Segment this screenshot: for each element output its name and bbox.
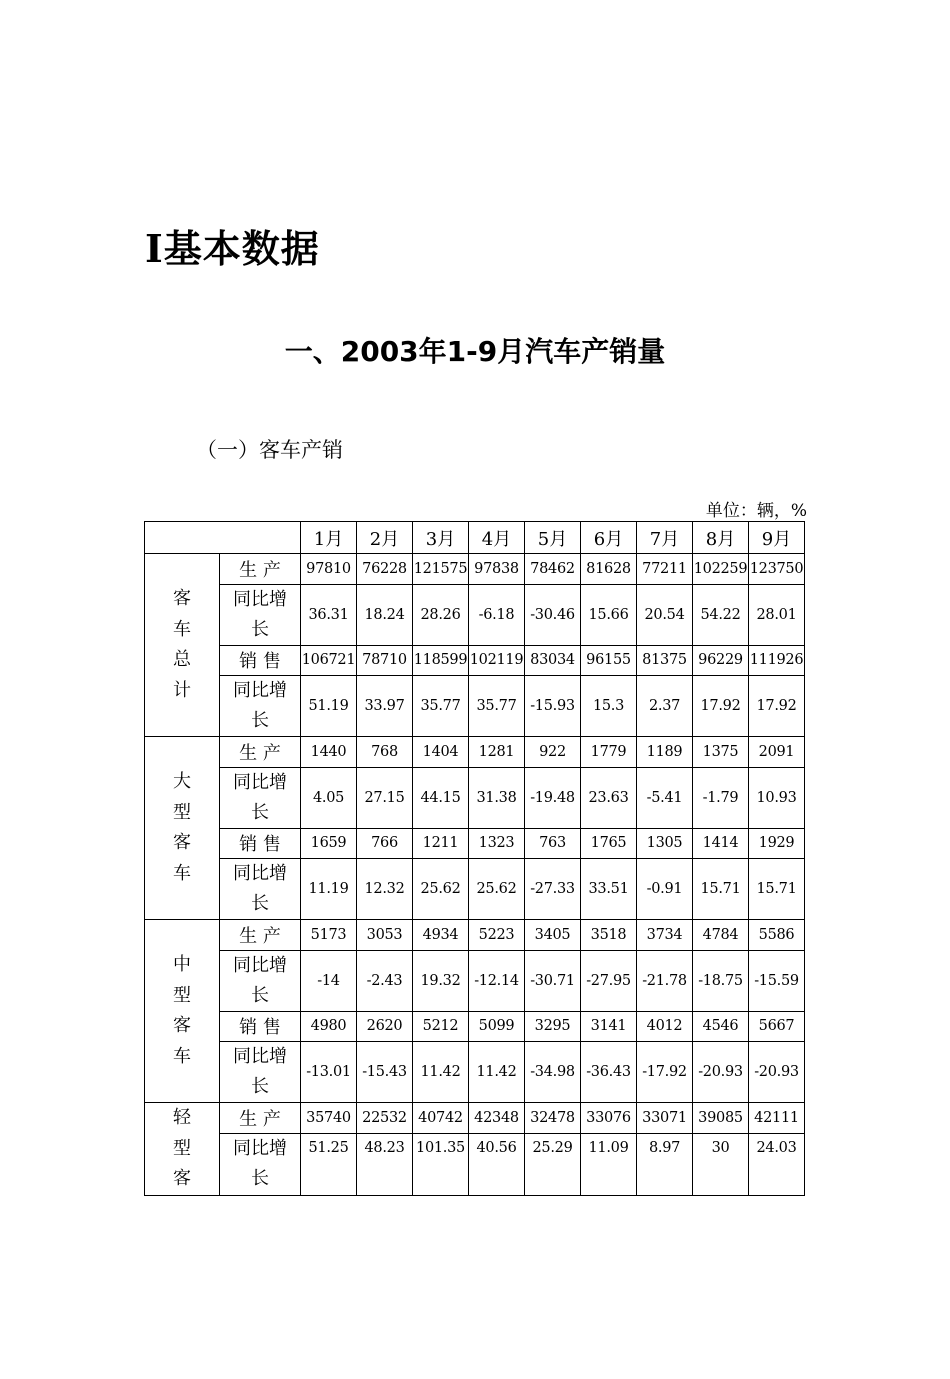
value-cell: 18.24 [357, 584, 413, 645]
value-cell: 3141 [581, 1011, 637, 1042]
metric-label: 销 售 [220, 828, 301, 859]
value-cell: 24.03 [749, 1133, 805, 1195]
value-cell: 19.32 [413, 950, 469, 1011]
value-cell: 78710 [357, 645, 413, 676]
value-cell: 51.25 [301, 1133, 357, 1195]
value-cell: 3053 [357, 920, 413, 951]
value-cell: 15.71 [749, 859, 805, 920]
value-cell: 5667 [749, 1011, 805, 1042]
value-cell: -27.95 [581, 950, 637, 1011]
value-cell: -20.93 [693, 1042, 749, 1103]
value-cell: 20.54 [637, 584, 693, 645]
value-cell: 3518 [581, 920, 637, 951]
value-cell: 1779 [581, 737, 637, 768]
value-cell: 3405 [525, 920, 581, 951]
value-cell: 40742 [413, 1103, 469, 1134]
value-cell: 51.19 [301, 676, 357, 737]
metric-label: 同比增长 [220, 859, 301, 920]
value-cell: 97838 [469, 554, 525, 585]
value-cell: 922 [525, 737, 581, 768]
value-cell: 768 [357, 737, 413, 768]
group-label-cell [145, 737, 220, 920]
value-cell: 1404 [413, 737, 469, 768]
subsection-heading: （一）客车产销 [196, 438, 343, 462]
value-cell: 12.32 [357, 859, 413, 920]
value-cell: 11.09 [581, 1133, 637, 1195]
value-cell: -27.33 [525, 859, 581, 920]
value-cell: 763 [525, 828, 581, 859]
value-cell: 1929 [749, 828, 805, 859]
value-cell: -14 [301, 950, 357, 1011]
value-cell: 4546 [693, 1011, 749, 1042]
metric-label: 生 产 [220, 737, 301, 768]
value-cell: 77211 [637, 554, 693, 585]
value-cell: 11.42 [413, 1042, 469, 1103]
value-cell: 40.56 [469, 1133, 525, 1195]
value-cell: 4934 [413, 920, 469, 951]
value-cell: 28.01 [749, 584, 805, 645]
value-cell: 35.77 [469, 676, 525, 737]
value-cell: 36.31 [301, 584, 357, 645]
table-body [145, 522, 805, 1196]
value-cell: 96229 [693, 645, 749, 676]
value-cell: 1375 [693, 737, 749, 768]
table-row [145, 645, 805, 676]
metric-label: 生 产 [220, 554, 301, 585]
value-cell: 27.15 [357, 767, 413, 828]
value-cell: 76228 [357, 554, 413, 585]
metric-label: 同比增长 [220, 1133, 301, 1195]
value-cell: 32478 [525, 1103, 581, 1134]
value-cell: 44.15 [413, 767, 469, 828]
metric-label: 销 售 [220, 645, 301, 676]
value-cell: 31.38 [469, 767, 525, 828]
value-cell: 35.77 [413, 676, 469, 737]
table-row [145, 1042, 805, 1103]
value-cell: 54.22 [693, 584, 749, 645]
table-row [145, 920, 805, 951]
value-cell: 3295 [525, 1011, 581, 1042]
group-label-cell [145, 1103, 220, 1196]
value-cell: 48.23 [357, 1133, 413, 1195]
value-cell: 5099 [469, 1011, 525, 1042]
table-row [145, 676, 805, 737]
month-header: 1月 [301, 522, 357, 554]
bus-production-sales-table [144, 521, 805, 1196]
value-cell: -2.43 [357, 950, 413, 1011]
value-cell: 15.66 [581, 584, 637, 645]
metric-label: 同比增长 [220, 1042, 301, 1103]
value-cell: 2620 [357, 1011, 413, 1042]
value-cell: 766 [357, 828, 413, 859]
metric-label: 生 产 [220, 1103, 301, 1134]
value-cell: -6.18 [469, 584, 525, 645]
value-cell: 4784 [693, 920, 749, 951]
metric-label: 同比增长 [220, 767, 301, 828]
value-cell: 1440 [301, 737, 357, 768]
value-cell: -0.91 [637, 859, 693, 920]
value-cell: 4980 [301, 1011, 357, 1042]
value-cell: 35740 [301, 1103, 357, 1134]
metric-label: 生 产 [220, 920, 301, 951]
group-label: 中型客车 [173, 954, 191, 1067]
value-cell: -19.48 [525, 767, 581, 828]
value-cell: 1323 [469, 828, 525, 859]
value-cell: -15.43 [357, 1042, 413, 1103]
value-cell: 39085 [693, 1103, 749, 1134]
value-cell: 2091 [749, 737, 805, 768]
value-cell: 25.62 [469, 859, 525, 920]
value-cell: 111926 [749, 645, 805, 676]
value-cell: 1211 [413, 828, 469, 859]
value-cell: -13.01 [301, 1042, 357, 1103]
value-cell: 23.63 [581, 767, 637, 828]
value-cell: -30.46 [525, 584, 581, 645]
table-row [145, 767, 805, 828]
document-subtitle: 一、2003年1-9月汽车产销量 [284, 335, 666, 368]
value-cell: 17.92 [693, 676, 749, 737]
value-cell: 83034 [525, 645, 581, 676]
value-cell: 5586 [749, 920, 805, 951]
table-header-row [145, 522, 805, 554]
value-cell: 30 [693, 1133, 749, 1195]
month-header: 8月 [693, 522, 749, 554]
section-title: Ⅰ基本数据 [145, 226, 320, 271]
month-header: 9月 [749, 522, 805, 554]
value-cell: 81375 [637, 645, 693, 676]
value-cell: 81628 [581, 554, 637, 585]
value-cell: -21.78 [637, 950, 693, 1011]
value-cell: -12.14 [469, 950, 525, 1011]
metric-label: 同比增长 [220, 950, 301, 1011]
value-cell: 33.97 [357, 676, 413, 737]
unit-note: 单位：辆，% [705, 501, 807, 521]
group-label: 轻型客 [173, 1107, 191, 1189]
value-cell: 42348 [469, 1103, 525, 1134]
value-cell: -36.43 [581, 1042, 637, 1103]
value-cell: 102259 [693, 554, 749, 585]
value-cell: 121575 [413, 554, 469, 585]
value-cell: 8.97 [637, 1133, 693, 1195]
value-cell: 2.37 [637, 676, 693, 737]
value-cell: 15.71 [693, 859, 749, 920]
value-cell: -1.79 [693, 767, 749, 828]
value-cell: 123750 [749, 554, 805, 585]
month-header: 3月 [413, 522, 469, 554]
value-cell: 11.19 [301, 859, 357, 920]
value-cell: 4012 [637, 1011, 693, 1042]
value-cell: 5212 [413, 1011, 469, 1042]
value-cell: 25.29 [525, 1133, 581, 1195]
month-header: 4月 [469, 522, 525, 554]
value-cell: 118599 [413, 645, 469, 676]
table-row [145, 1103, 805, 1134]
value-cell: -15.93 [525, 676, 581, 737]
value-cell: 33.51 [581, 859, 637, 920]
value-cell: 11.42 [469, 1042, 525, 1103]
table-row [145, 584, 805, 645]
value-cell: 1765 [581, 828, 637, 859]
value-cell: -15.59 [749, 950, 805, 1011]
value-cell: 4.05 [301, 767, 357, 828]
value-cell: 101.35 [413, 1133, 469, 1195]
value-cell: 97810 [301, 554, 357, 585]
value-cell: -17.92 [637, 1042, 693, 1103]
table-row [145, 1011, 805, 1042]
month-header: 2月 [357, 522, 413, 554]
value-cell: 28.26 [413, 584, 469, 645]
group-label-cell [145, 920, 220, 1103]
month-header: 7月 [637, 522, 693, 554]
value-cell: 15.3 [581, 676, 637, 737]
value-cell: 1414 [693, 828, 749, 859]
group-label: 客车总计 [173, 588, 191, 701]
value-cell: -18.75 [693, 950, 749, 1011]
table-row [145, 1133, 805, 1195]
value-cell: 33076 [581, 1103, 637, 1134]
value-cell: 42111 [749, 1103, 805, 1134]
value-cell: 5223 [469, 920, 525, 951]
value-cell: 1281 [469, 737, 525, 768]
value-cell: -30.71 [525, 950, 581, 1011]
header-corner-cell [145, 522, 301, 554]
value-cell: 5173 [301, 920, 357, 951]
value-cell: 33071 [637, 1103, 693, 1134]
table-row [145, 737, 805, 768]
value-cell: 10.93 [749, 767, 805, 828]
value-cell: -20.93 [749, 1042, 805, 1103]
value-cell: 102119 [469, 645, 525, 676]
value-cell: -34.98 [525, 1042, 581, 1103]
value-cell: 106721 [301, 645, 357, 676]
metric-label: 销 售 [220, 1011, 301, 1042]
value-cell: 1189 [637, 737, 693, 768]
metric-label: 同比增长 [220, 584, 301, 645]
group-label: 大型客车 [173, 771, 191, 884]
value-cell: 17.92 [749, 676, 805, 737]
table-row [145, 859, 805, 920]
value-cell: 1659 [301, 828, 357, 859]
group-label-cell [145, 554, 220, 737]
metric-label: 同比增长 [220, 676, 301, 737]
month-header: 5月 [525, 522, 581, 554]
table-row [145, 950, 805, 1011]
value-cell: 78462 [525, 554, 581, 585]
value-cell: 3734 [637, 920, 693, 951]
value-cell: 22532 [357, 1103, 413, 1134]
month-header: 6月 [581, 522, 637, 554]
value-cell: 96155 [581, 645, 637, 676]
value-cell: 1305 [637, 828, 693, 859]
value-cell: 25.62 [413, 859, 469, 920]
table-row [145, 554, 805, 585]
value-cell: -5.41 [637, 767, 693, 828]
table-row [145, 828, 805, 859]
